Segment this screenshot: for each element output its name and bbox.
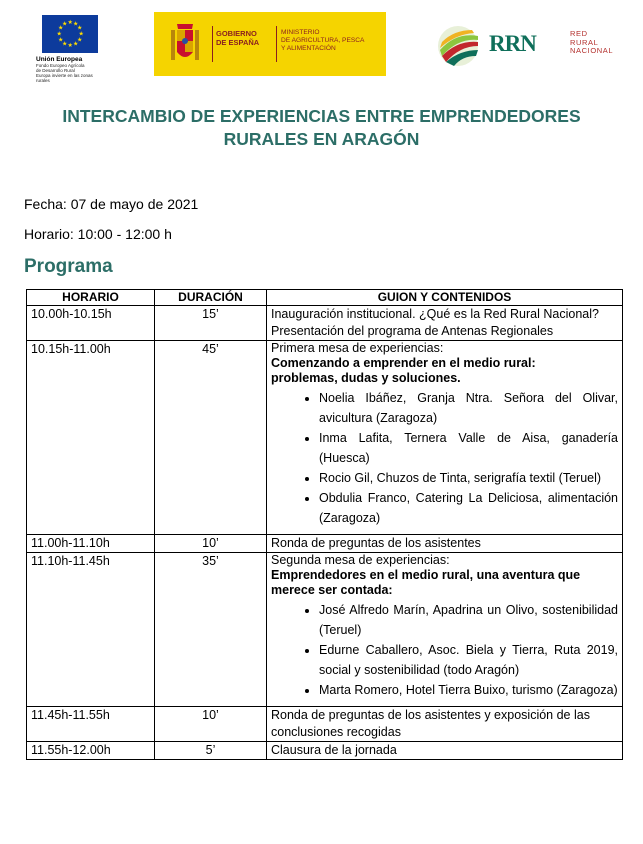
table-header-row	[27, 290, 623, 306]
table-row	[27, 341, 623, 535]
coat-of-arms-icon	[168, 20, 202, 68]
program-table	[26, 289, 623, 760]
cell-contenido: Segunda mesa de experiencias: Emprendedores en el medio rural, una aventura que merece ser contada: • José Alfredo Marín, Apadrina un Olivo, sostenibilidad (Teruel) • Edurne Caballero, Asoc. Biela y Tierra, Ruta 2019, social y sostenibilidad (todo Aragón) • Marta Romero, Hotel Tierra Buixo, turismo (Zaragoza)	[267, 553, 623, 707]
svg-text:★: ★	[56, 30, 62, 38]
cell-duracion: 10’	[155, 707, 267, 742]
gobierno-text: GOBIERNO DE ESPAÑA	[216, 29, 260, 47]
gobierno-logo	[154, 12, 386, 76]
column-header: GUION Y CONTENIDOS	[267, 290, 623, 306]
column-header: DURACIÓN	[155, 290, 267, 306]
divider	[212, 26, 213, 62]
page-title: INTERCAMBIO DE EXPERIENCIAS ENTRE EMPRENDEDORES RURALES EN ARAGÓN	[62, 106, 581, 149]
speaker-list	[271, 388, 618, 528]
svg-text:★: ★	[78, 30, 84, 38]
eu-logo	[36, 15, 106, 83]
list-item: • Marta Romero, Hotel Tierra Buixo, turismo (Zaragoza)	[319, 680, 618, 700]
column-header: HORARIO	[27, 290, 155, 306]
eu-sub-2: de Desarrollo Rural	[36, 68, 75, 73]
cell-duracion: 5’	[155, 742, 267, 760]
eu-sub-1: Fondo Europeo Agrícola	[36, 63, 85, 68]
divider	[276, 26, 277, 62]
svg-text:★: ★	[77, 24, 83, 32]
cell-duracion: 15’	[155, 306, 267, 341]
cell-contenido: Primera mesa de experiencias: Comenzando a emprender en el medio rural: problemas, dudas y soluciones. • Noelia Ibáñez, Granja Ntra. Señora del Olivar, avicultura (Zaragoza) • Inma Lafita, Ternera Valle de Aisa, ganadería (Huesca) • Rocio Gil, Chuzos de Tinta, serigrafía textil (Teruel) • Obdulia Franco, Catering La Deliciosa, alimentación (Zaragoza)	[267, 341, 623, 535]
cell-horario: 10.15h-11.00h	[27, 341, 155, 535]
list-item: • Obdulia Franco, Catering La Deliciosa, alimentación (Zaragoza)	[319, 488, 618, 528]
list-item: • Inma Lafita, Ternera Valle de Aisa, ganadería (Huesca)	[319, 428, 618, 468]
svg-text:★: ★	[67, 42, 73, 49]
event-schedule: Horario: 10:00 - 12:00 h	[24, 226, 172, 242]
eu-sub-3: Europa invierte en las zonas rurales	[36, 73, 93, 83]
svg-text:★: ★	[73, 40, 79, 48]
cell-contenido: Ronda de preguntas de los asistentes y exposición de las conclusiones recogidas	[267, 707, 623, 742]
logos-header	[0, 12, 643, 83]
table-row	[27, 707, 623, 742]
cell-horario: 11.00h-11.10h	[27, 535, 155, 553]
list-item: • Rocio Gil, Chuzos de Tinta, serigrafía textil (Teruel)	[319, 468, 618, 488]
svg-text:★: ★	[77, 36, 83, 44]
cell-contenido: Ronda de preguntas de los asistentes	[267, 535, 623, 553]
cell-horario: 11.45h-11.55h	[27, 707, 155, 742]
rrn-mark-text: RRN	[489, 31, 536, 56]
table-row	[27, 535, 623, 553]
cell-horario: 11.10h-11.45h	[27, 553, 155, 707]
list-item: • Noelia Ibáñez, Granja Ntra. Señora del Olivar, avicultura (Zaragoza)	[319, 388, 618, 428]
table-row	[27, 306, 623, 341]
cell-horario: 11.55h-12.00h	[27, 742, 155, 760]
cell-contenido: Inauguración institucional. ¿Qué es la Red Rural Nacional? Presentación del programa de Antenas Regionales	[267, 306, 623, 341]
svg-text:★: ★	[62, 40, 68, 48]
svg-text:★: ★	[62, 20, 68, 28]
ministerio-text: MINISTERIO DE AGRICULTURA, PESCA Y ALIMENTACIÓN	[281, 29, 365, 52]
list-item: • Edurne Caballero, Asoc. Biela y Tierra, Ruta 2019, social y sostenibilidad (todo Aragón)	[319, 640, 618, 680]
cell-duracion: 45’	[155, 341, 267, 535]
cell-horario: 10.00h-10.15h	[27, 306, 155, 341]
svg-text:★: ★	[67, 19, 73, 26]
section-heading: Programa	[24, 256, 113, 277]
cell-duracion: 35’	[155, 553, 267, 707]
svg-text:★: ★	[73, 20, 79, 28]
event-date: Fecha: 07 de mayo de 2021	[24, 196, 199, 212]
rrn-subtitle: RED RURAL NACIONAL	[570, 29, 614, 55]
rrn-fields-icon	[434, 24, 484, 68]
eu-flag-icon	[42, 15, 98, 53]
cell-duracion: 10’	[155, 535, 267, 553]
list-item: • José Alfredo Marín, Apadrina un Olivo, sostenibilidad (Teruel)	[319, 600, 618, 640]
cell-contenido: Clausura de la jornada	[267, 742, 623, 760]
table-row	[27, 742, 623, 760]
rrn-logo	[434, 24, 624, 68]
svg-text:★: ★	[58, 36, 64, 44]
speaker-list	[271, 600, 618, 700]
svg-text:★: ★	[58, 24, 64, 32]
eu-name: Unión Europea	[36, 56, 83, 63]
table-row	[27, 553, 623, 707]
